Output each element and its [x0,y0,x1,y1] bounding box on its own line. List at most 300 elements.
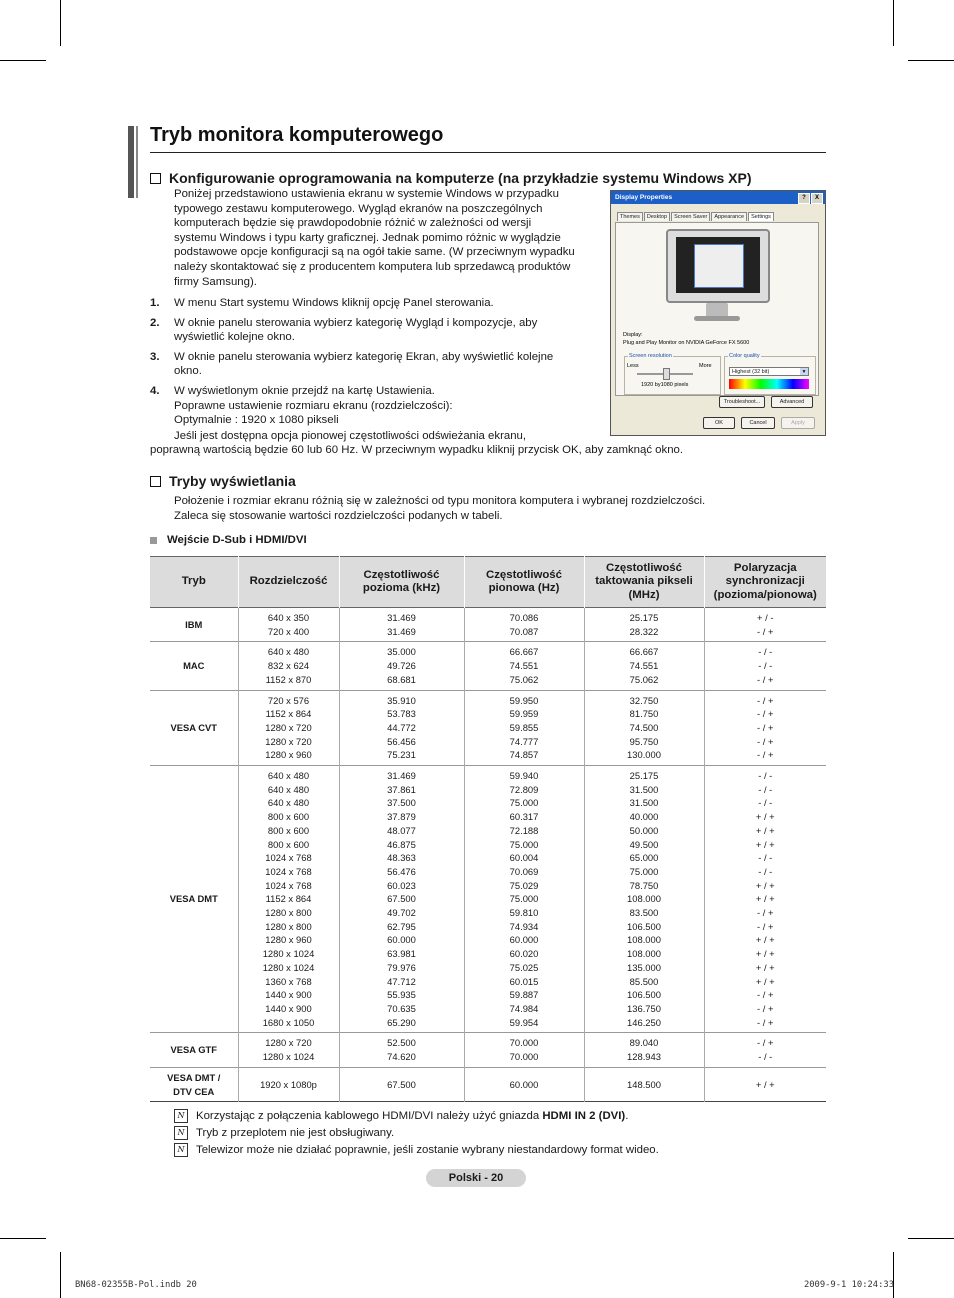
step-item [150,350,580,379]
pol-value: + / - [757,612,774,623]
pol-value: - / + [757,694,774,706]
pol-cell [704,642,826,690]
res-value: 1280 x 1024 [262,948,315,960]
clk-value: 108.000 [627,948,661,960]
settings-panel [615,222,819,396]
res-value: 640 x 350 [267,612,310,623]
v-value: 60.015 [509,975,539,987]
pol-value: - / + [757,1002,774,1014]
v-value: 59.940 [509,770,539,782]
h-cell [339,1033,464,1067]
window-title-bar [611,191,825,204]
h-cell [339,690,464,766]
close-icon[interactable]: X [811,193,823,204]
tab-appearance[interactable]: Appearance [711,212,747,221]
ok-button[interactable]: OK [703,417,735,429]
troubleshoot-button[interactable]: Troubleshoot... [719,396,765,408]
pol-value: - / + [757,907,774,919]
section-heading-text: Tryby wyświetlania [169,473,296,489]
h-value: 56.456 [387,735,416,747]
v-value: 75.062 [509,673,539,685]
apply-button[interactable]: Apply [781,417,815,429]
note-item [174,1108,659,1125]
h-value: 63.981 [387,948,416,960]
clk-cell [584,690,704,766]
more-label: More [699,363,712,369]
res-value: 720 x 576 [267,694,310,706]
preview-window [694,244,744,288]
step-text: W oknie panelu sterowania wybierz kategorię Wygląd i kompozycje, aby [174,316,538,329]
h-value: 49.726 [387,660,416,672]
pol-value: - / + [757,735,774,747]
pol-value: + / + [755,824,775,836]
clk-cell [584,608,704,642]
tab-settings[interactable]: Settings [748,212,774,221]
v-value: 60.000 [509,1078,539,1090]
tab-desktop[interactable]: Desktop [644,212,670,221]
note-text: Tryb z przeplotem nie jest obsługiwany. [196,1126,395,1139]
v-cell [464,1033,584,1067]
h-value: 67.500 [387,1078,416,1090]
res-value: 1280 x 720 [265,721,312,733]
h-value: 60.000 [387,934,416,946]
window-title: Display Properties [615,194,673,201]
step-text: W wyświetlonym oknie przejdź na kartę Ustawienia. [174,384,435,397]
clk-value: 136.750 [627,1002,661,1014]
pol-value: + / + [755,879,775,891]
table-row [150,690,826,766]
h-value: 44.772 [387,721,416,733]
clk-value: 78.750 [629,879,659,891]
color-quality-group [724,353,816,395]
resolution-value: 1920 by1080 pixels [641,382,689,388]
res-value: 640 x 480 [267,646,310,658]
intro-line: podstawowe opcje konfiguracji są na ogół takie same. (W przeciwnym wypadku [174,246,575,259]
res-value: 1152 x 870 [265,673,312,685]
section-heading-modes [150,473,296,489]
clk-value: 32.750 [629,694,659,706]
res-value: 640 x 480 [267,797,310,809]
res-value: 1440 x 900 [265,989,312,1001]
section-heading-text: Konfigurowanie oprogramowania na komputerze (na przykładzie systemu Windows XP) [169,170,752,186]
h-value: 37.861 [387,783,416,795]
pol-cell [704,766,826,1033]
color-legend: Color quality [729,353,760,359]
res-value: 1280 x 960 [265,749,312,761]
res-value: 1280 x 800 [265,920,312,932]
help-icon[interactable]: ? [798,193,810,204]
clk-value: 146.250 [627,1016,661,1028]
step4-extra [150,443,826,458]
v-value: 75.029 [509,879,539,891]
res-cell [238,1033,339,1067]
v-cell [464,1067,584,1101]
display-value: Plug and Play Monitor on NVIDIA GeForce FX 5600 [623,340,750,346]
res-value: 800 x 600 [267,811,310,823]
steps-list [150,296,580,433]
clk-value: 25.175 [629,612,659,623]
h-value: 31.469 [387,625,416,637]
res-value: 1680 x 1050 [262,1016,315,1028]
v-value: 59.954 [509,1016,539,1028]
pol-cell [704,1067,826,1101]
h-value: 62.795 [387,920,416,932]
checkbox-bullet-icon [150,476,161,487]
v-value: 75.000 [509,893,539,905]
h-value: 60.023 [387,879,416,891]
v-value: 60.004 [509,852,539,864]
res-cell [238,690,339,766]
res-cell [238,608,339,642]
clk-value: 25.175 [629,770,659,782]
pol-value: + / + [755,893,775,905]
step-text: okno. [174,365,202,378]
note-text: Telewizor może nie działać poprawnie, jeśli zostanie wybrany niestandardowy format wideo. [196,1143,659,1156]
clk-value: 50.000 [629,824,659,836]
h-value: 31.469 [387,612,416,623]
crop-mark [60,0,61,46]
v-value: 59.810 [509,907,539,919]
pol-value: - / + [757,708,774,720]
table-row [150,766,826,1033]
step-text: Poprawne ustawienie rozmiaru ekranu (rozdzielczości): [174,399,453,412]
res-cell [238,766,339,1033]
h-value: 75.231 [387,749,416,761]
note-text-bold: HDMI IN 2 (DVI) [542,1110,626,1122]
crop-mark [908,60,954,61]
pol-value: - / - [758,865,773,877]
pol-value: - / - [758,646,773,658]
clk-cell [584,642,704,690]
v-value: 72.188 [509,824,539,836]
pol-value: - / - [758,783,773,795]
h-cell [339,766,464,1033]
v-value: 75.000 [509,797,539,809]
v-value: 60.000 [509,934,539,946]
v-value: 70.087 [509,625,539,637]
footer-date: 2009-9-1 10:24:33 [803,1280,894,1290]
pol-cell [704,690,826,766]
page-title: Tryb monitora komputerowego [150,124,444,146]
h-value: 53.783 [387,708,416,720]
table-row [150,1033,826,1067]
v-value: 59.855 [509,721,539,733]
clk-value: 85.500 [629,975,659,987]
res-value: 1280 x 1024 [262,1051,315,1063]
v-value: 74.551 [509,660,539,672]
pol-value: - / + [757,989,774,1001]
tab-screen-saver[interactable]: Screen Saver [671,212,710,221]
intro-line: komputerach będzie się prawdopodobnie różnić w zależności od wersji [174,217,532,230]
res-value: 1152 x 864 [265,708,312,720]
h-value: 37.500 [387,797,416,809]
step-item [150,384,580,428]
title-accent-bar [136,126,138,198]
v-value: 70.069 [509,865,539,877]
h-value: 65.290 [387,1016,416,1028]
pol-value: - / + [757,721,774,733]
pol-value: + / + [755,1078,775,1090]
intro-line: typowego zestawu komputerowego. Wygląd ekranów na poszczególnych [174,202,543,215]
pol-value: + / + [755,838,775,850]
mode-cell: MAC [183,660,205,672]
h-value: 55.935 [387,989,416,1001]
mode-cell: IBM [185,618,203,630]
res-value: 1440 x 900 [265,1002,312,1014]
res-value: 1280 x 1024 [262,961,315,973]
monitor-screen [676,237,760,293]
h-value: 79.976 [387,961,416,973]
display-label: Display: [623,332,643,338]
v-value: 75.000 [509,838,539,850]
title-accent-bar [128,126,134,198]
clk-cell [584,766,704,1033]
h-value: 67.500 [387,893,416,905]
step-number: 1. [150,297,160,309]
chevron-down-icon[interactable]: ▼ [801,369,807,375]
h-cell [339,1067,464,1101]
color-quality-select[interactable] [729,367,809,376]
pol-value: + / + [755,961,775,973]
v-value: 74.934 [509,920,539,932]
res-value: 1280 x 800 [265,907,312,919]
step-text: Jeśli jest dostępna opcja pionowej częstotliwości odświeżania ekranu, [174,430,527,442]
step-text: W menu Start systemu Windows kliknij opcję Panel sterowania. [174,297,494,309]
color-quality-value: Highest (32 bit) [732,369,770,375]
v-value: 70.086 [509,612,539,623]
resolution-slider-handle[interactable] [663,368,670,380]
pol-value: + / + [755,975,775,987]
h-value: 35.910 [387,694,416,706]
v-value: 74.984 [509,1002,539,1014]
clk-value: 65.000 [629,852,659,864]
pol-value: + / + [755,811,775,823]
v-value: 59.887 [509,989,539,1001]
intro-line: firmy Samsung). [174,275,257,288]
clk-value: 66.667 [629,646,659,658]
mode-cell: VESA GTF [170,1044,218,1056]
v-cell [464,642,584,690]
h-value: 37.879 [387,811,416,823]
clk-cell [584,1033,704,1067]
crop-mark [893,1252,894,1298]
clk-value: 148.500 [627,1078,661,1090]
pol-value: - / + [757,625,774,637]
section-heading-config [150,170,752,186]
resolution-legend: Screen resolution [629,353,672,359]
table-row [150,608,826,642]
step-item [150,296,580,311]
display-modes-table [150,556,826,1102]
crop-mark [0,60,46,61]
h-value: 46.875 [387,838,416,850]
intro-paragraph [174,187,594,289]
modes-line: Zaleca się stosowanie wartości rozdzielczości podanych w tabeli. [174,509,503,522]
h-value: 47.712 [387,975,416,987]
crop-mark [0,1238,46,1239]
step-number: 4. [150,384,160,397]
clk-cell [584,1067,704,1101]
clk-value: 106.500 [627,989,661,1001]
pol-value: - / + [757,920,774,932]
h-value: 35.000 [387,646,416,658]
v-value: 74.857 [509,749,539,761]
clk-value: 108.000 [627,934,661,946]
res-value: 1024 x 768 [265,879,312,891]
clk-value: 83.500 [629,907,659,919]
res-value: 640 x 480 [267,770,310,782]
pol-value: - / + [757,749,774,761]
step-text: wyświetlić kolejne okno. [174,331,295,344]
pol-value: - / + [757,673,774,685]
step-item [150,316,580,345]
step-text: poprawną wartością będzie 60 lub 60 Hz. W przeciwnym wypadku kliknij przycisk OK, aby zamknąć okno. [150,444,684,456]
step-text: Optymalnie : 1920 x 1080 pikseli [174,414,339,427]
h-value: 70.635 [387,1002,416,1014]
pol-value: + / + [755,934,775,946]
v-value: 70.000 [509,1037,539,1049]
v-cell [464,690,584,766]
v-value: 72.809 [509,783,539,795]
modes-paragraph [174,494,824,523]
modes-line: Położenie i rozmiar ekranu różnią się w zależności od typu monitora komputera i wybranej rozdzielczości. [174,495,706,507]
clk-value: 40.000 [629,811,659,823]
footer-file: BN68-02355B-Pol.indb 20 [75,1280,197,1290]
h-value: 74.620 [387,1051,416,1063]
res-value: 720 x 400 [267,625,310,637]
res-value: 1360 x 768 [265,975,312,987]
pol-value: - / - [758,770,773,782]
table-header-row [150,557,826,608]
v-cell [464,766,584,1033]
clk-value: 135.000 [627,961,661,973]
clk-value: 128.943 [627,1051,661,1063]
clk-value: 49.500 [629,838,659,850]
res-value: 1024 x 768 [265,865,312,877]
pol-cell [704,1033,826,1067]
h-cell [339,642,464,690]
pol-value: - / - [758,1051,773,1063]
v-value: 59.950 [509,694,539,706]
clk-value: 74.551 [629,660,659,672]
mode-cell: VESA CVT [170,721,218,733]
column-header: Tryb [150,557,238,608]
monitor-stand [706,303,728,317]
h-value: 48.363 [387,852,416,864]
resolution-group [624,353,721,395]
column-header: Polaryzacja synchronizacji (pozioma/pionowa) [704,557,826,608]
h-value: 52.500 [387,1037,416,1049]
clk-value: 89.040 [629,1037,659,1049]
crop-mark [893,0,894,46]
v-value: 66.667 [509,646,539,658]
note-text-part: . [625,1110,629,1122]
display-properties-window [610,190,826,436]
page-number: Polski - 20 [426,1169,526,1187]
clk-value: 75.062 [629,673,659,685]
res-value: 1280 x 960 [265,934,312,946]
clk-value: 31.500 [629,797,659,809]
table-heading-text: Wejście D-Sub i HDMI/DVI [167,534,307,546]
h-value: 49.702 [387,907,416,919]
notes-list [174,1108,659,1158]
checkbox-bullet-icon [150,173,161,184]
column-header: Częstotliwość pionowa (Hz) [464,557,584,608]
clk-value: 95.750 [629,735,659,747]
note-item [174,1142,659,1159]
column-header: Częstotliwość pozioma (kHz) [339,557,464,608]
step-number: 2. [150,316,160,329]
note-text [196,1108,628,1125]
less-label: Less [627,363,639,369]
v-value: 70.000 [509,1051,539,1063]
pol-value: - / - [758,797,773,809]
clk-value: 81.750 [629,708,659,720]
h-cell [339,608,464,642]
clk-value: 130.000 [627,749,661,761]
pol-value: - / - [758,852,773,864]
v-value: 74.777 [509,735,539,747]
cancel-button[interactable]: Cancel [741,417,775,429]
v-value: 60.020 [509,948,539,960]
mode-cell: VESA DMT [169,893,218,905]
monitor-preview [666,229,770,303]
res-cell [238,642,339,690]
color-bar [729,379,809,389]
square-bullet-icon [150,537,157,544]
table-row [150,642,826,690]
h-value: 31.469 [387,770,416,782]
h-value: 56.476 [387,865,416,877]
crop-mark [60,1252,61,1298]
note-icon: N [174,1126,188,1140]
intro-line: należy skontaktować się z producentem komputera lub sprzedawcą produktów [174,260,571,273]
pol-value: - / + [757,1037,774,1049]
column-header: Rozdzielczość [238,557,339,608]
column-header: Częstotliwość taktowania pikseli (MHz) [584,557,704,608]
note-icon: N [174,1109,188,1123]
window-tabs [611,204,825,221]
res-value: 1024 x 768 [265,852,312,864]
res-value: 1920 x 1080p [260,1078,317,1090]
v-value: 59.959 [509,708,539,720]
h-value: 68.681 [387,673,416,685]
clk-value: 106.500 [627,920,661,932]
advanced-button[interactable]: Advanced [771,396,813,408]
res-value: 800 x 600 [267,838,310,850]
res-cell [238,1067,339,1101]
pol-value: + / + [755,948,775,960]
pol-value: - / + [757,1016,774,1028]
res-value: 1280 x 720 [265,735,312,747]
intro-line: Poniżej przedstawiono ustawienia ekranu w systemie Windows w przypadku [174,188,559,200]
v-value: 75.025 [509,961,539,973]
pol-cell [704,608,826,642]
mode-cell: VESA DMT / DTV CEA [167,1071,221,1097]
clk-value: 28.322 [629,625,659,637]
tab-themes[interactable]: Themes [617,212,643,221]
crop-mark [908,1238,954,1239]
note-icon: N [174,1143,188,1157]
note-text-part: Korzystając z połączenia kablowego HDMI/DVI należy użyć gniazda [196,1110,543,1122]
table-row [150,1067,826,1101]
v-cell [464,608,584,642]
v-value: 60.317 [509,811,539,823]
clk-value: 31.500 [629,783,659,795]
step-text: W oknie panelu sterowania wybierz kategorię Ekran, aby wyświetlić kolejne [174,350,554,363]
table-heading [150,534,307,546]
clk-value: 108.000 [627,893,661,905]
